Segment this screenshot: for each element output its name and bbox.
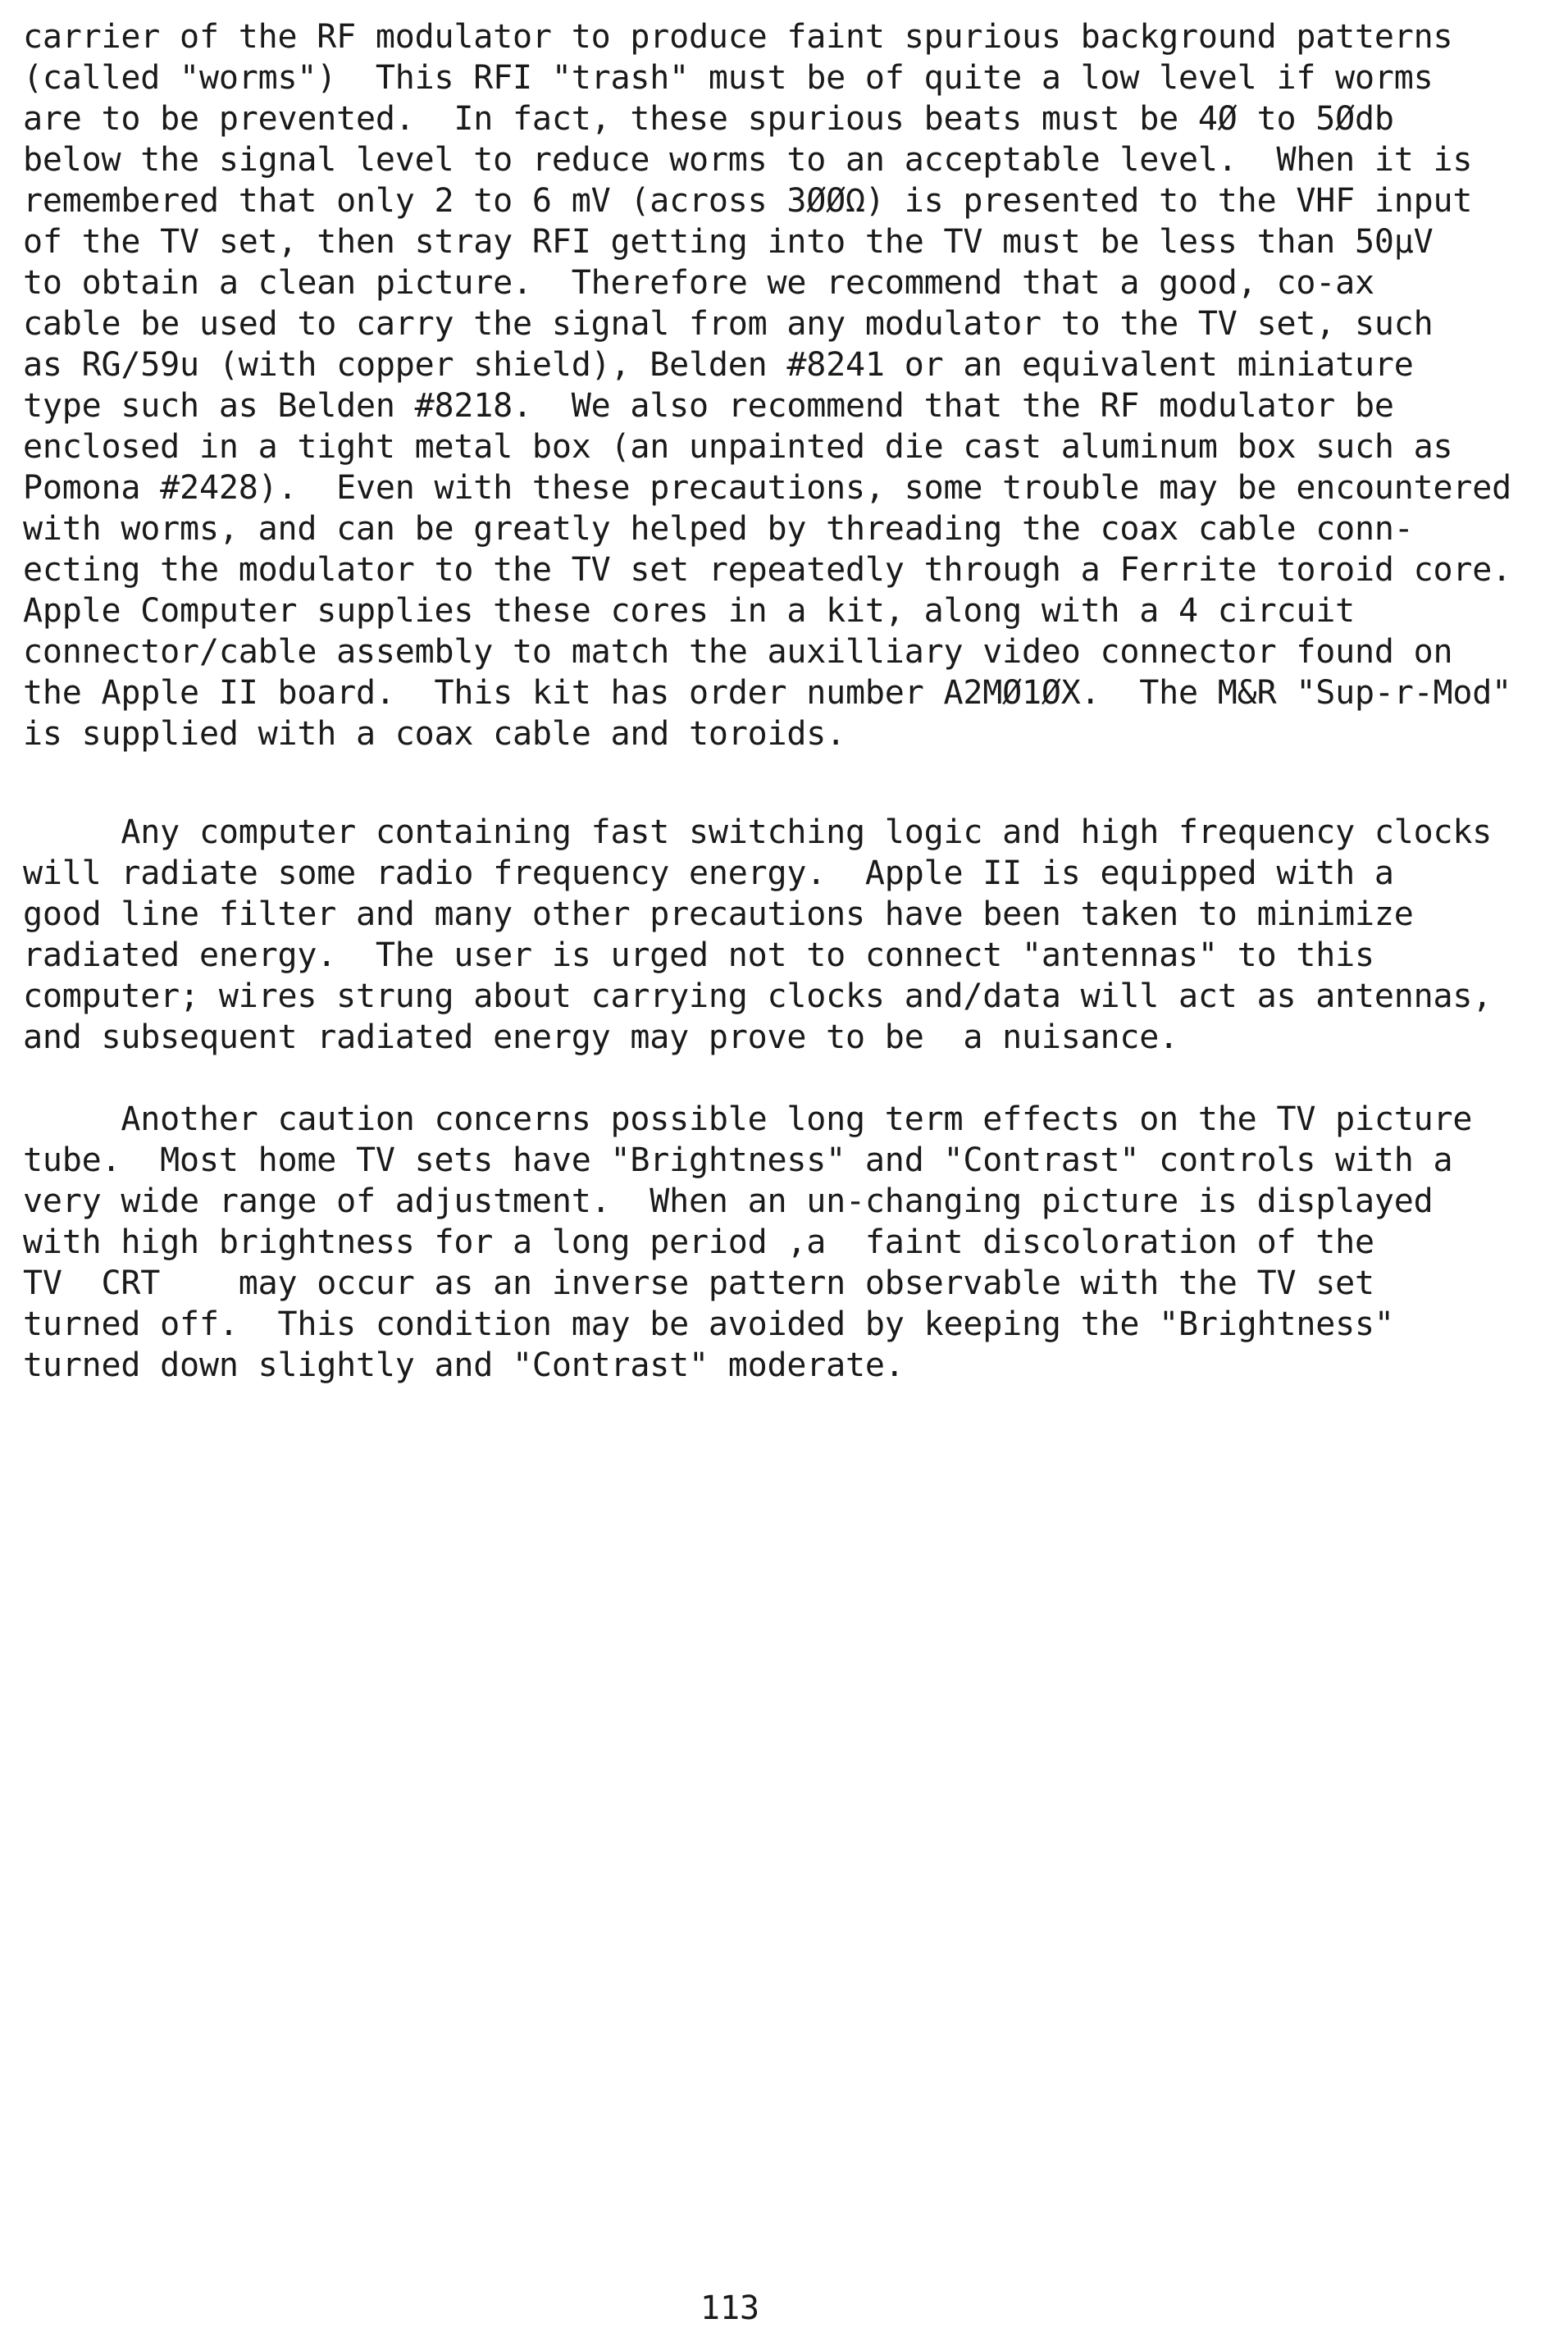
page-number: 113 <box>700 2289 760 2327</box>
text-line: to obtain a clean picture. Therefore we recommend that a good, co-ax <box>23 264 1374 302</box>
text-line: remembered that only 2 to 6 mV (across 3ØØΩ) is presented to the VHF input <box>23 182 1473 220</box>
text-line: connector/cable assembly to match the auxilliary video connector found on <box>23 633 1453 671</box>
text-line: as RG/59u (with copper shield), Belden #8241 or an equivalent miniature <box>23 346 1414 384</box>
paragraph-rfi-worms <box>23 16 1568 754</box>
text-line: turned down slightly and "Contrast" moderate. <box>23 1346 905 1384</box>
text-line: good line filter and many other precautions have been taken to minimize <box>23 895 1414 933</box>
text-line: with high brightness for a long period ,a faint discoloration of the <box>23 1223 1374 1261</box>
paragraph-radiated-energy <box>23 812 1568 1058</box>
text-line: carrier of the RF modulator to produce faint spurious background patterns <box>23 18 1453 56</box>
text-line: with worms, and can be greatly helped by threading the coax cable conn- <box>23 510 1414 548</box>
text-line: is supplied with a coax cable and toroids. <box>23 715 846 753</box>
text-line: enclosed in a tight metal box (an unpainted die cast aluminum box such as <box>23 428 1453 466</box>
text-line: TV CRT may occur as an inverse pattern observable with the TV set <box>23 1264 1374 1302</box>
text-line: computer; wires strung about carrying clocks and/data will act as antennas, <box>23 977 1493 1015</box>
text-line: cable be used to carry the signal from any modulator to the TV set, such <box>23 305 1434 343</box>
text-line: Apple Computer supplies these cores in a kit, along with a 4 circuit <box>23 592 1355 630</box>
text-line: below the signal level to reduce worms to an acceptable level. When it is <box>23 141 1473 179</box>
paragraph-crt-caution <box>23 1099 1568 1386</box>
text-line: (called "worms") This RFI "trash" must be of quite a low level if worms <box>23 59 1434 97</box>
text-line: ecting the modulator to the TV set repeatedly through a Ferrite toroid core. <box>23 551 1512 589</box>
text-line: very wide range of adjustment. When an un-changing picture is displayed <box>23 1182 1434 1220</box>
text-line: tube. Most home TV sets have "Brightness" and "Contrast" controls with a <box>23 1141 1453 1179</box>
text-line: and subsequent radiated energy may prove to be a nuisance. <box>23 1018 1179 1056</box>
text-line: type such as Belden #8218. We also recommend that the RF modulator be <box>23 387 1394 425</box>
text-line: of the TV set, then stray RFI getting into the TV must be less than 50µV <box>23 223 1434 261</box>
text-line: turned off. This condition may be avoided by keeping the "Brightness" <box>23 1305 1394 1343</box>
text-line: Another caution concerns possible long term effects on the TV picture <box>23 1100 1473 1138</box>
text-line: are to be prevented. In fact, these spurious beats must be 4Ø to 5Ødb <box>23 100 1394 138</box>
text-line: Any computer containing fast switching logic and high frequency clocks <box>23 813 1493 851</box>
text-line: radiated energy. The user is urged not to connect "antennas" to this <box>23 936 1374 974</box>
text-line: the Apple II board. This kit has order number A2MØ1ØX. The M&R "Sup-r-Mod" <box>23 674 1512 712</box>
text-line: will radiate some radio frequency energy. Apple II is equipped with a <box>23 854 1394 892</box>
text-line: Pomona #2428). Even with these precautions, some trouble may be encountered <box>23 469 1512 507</box>
